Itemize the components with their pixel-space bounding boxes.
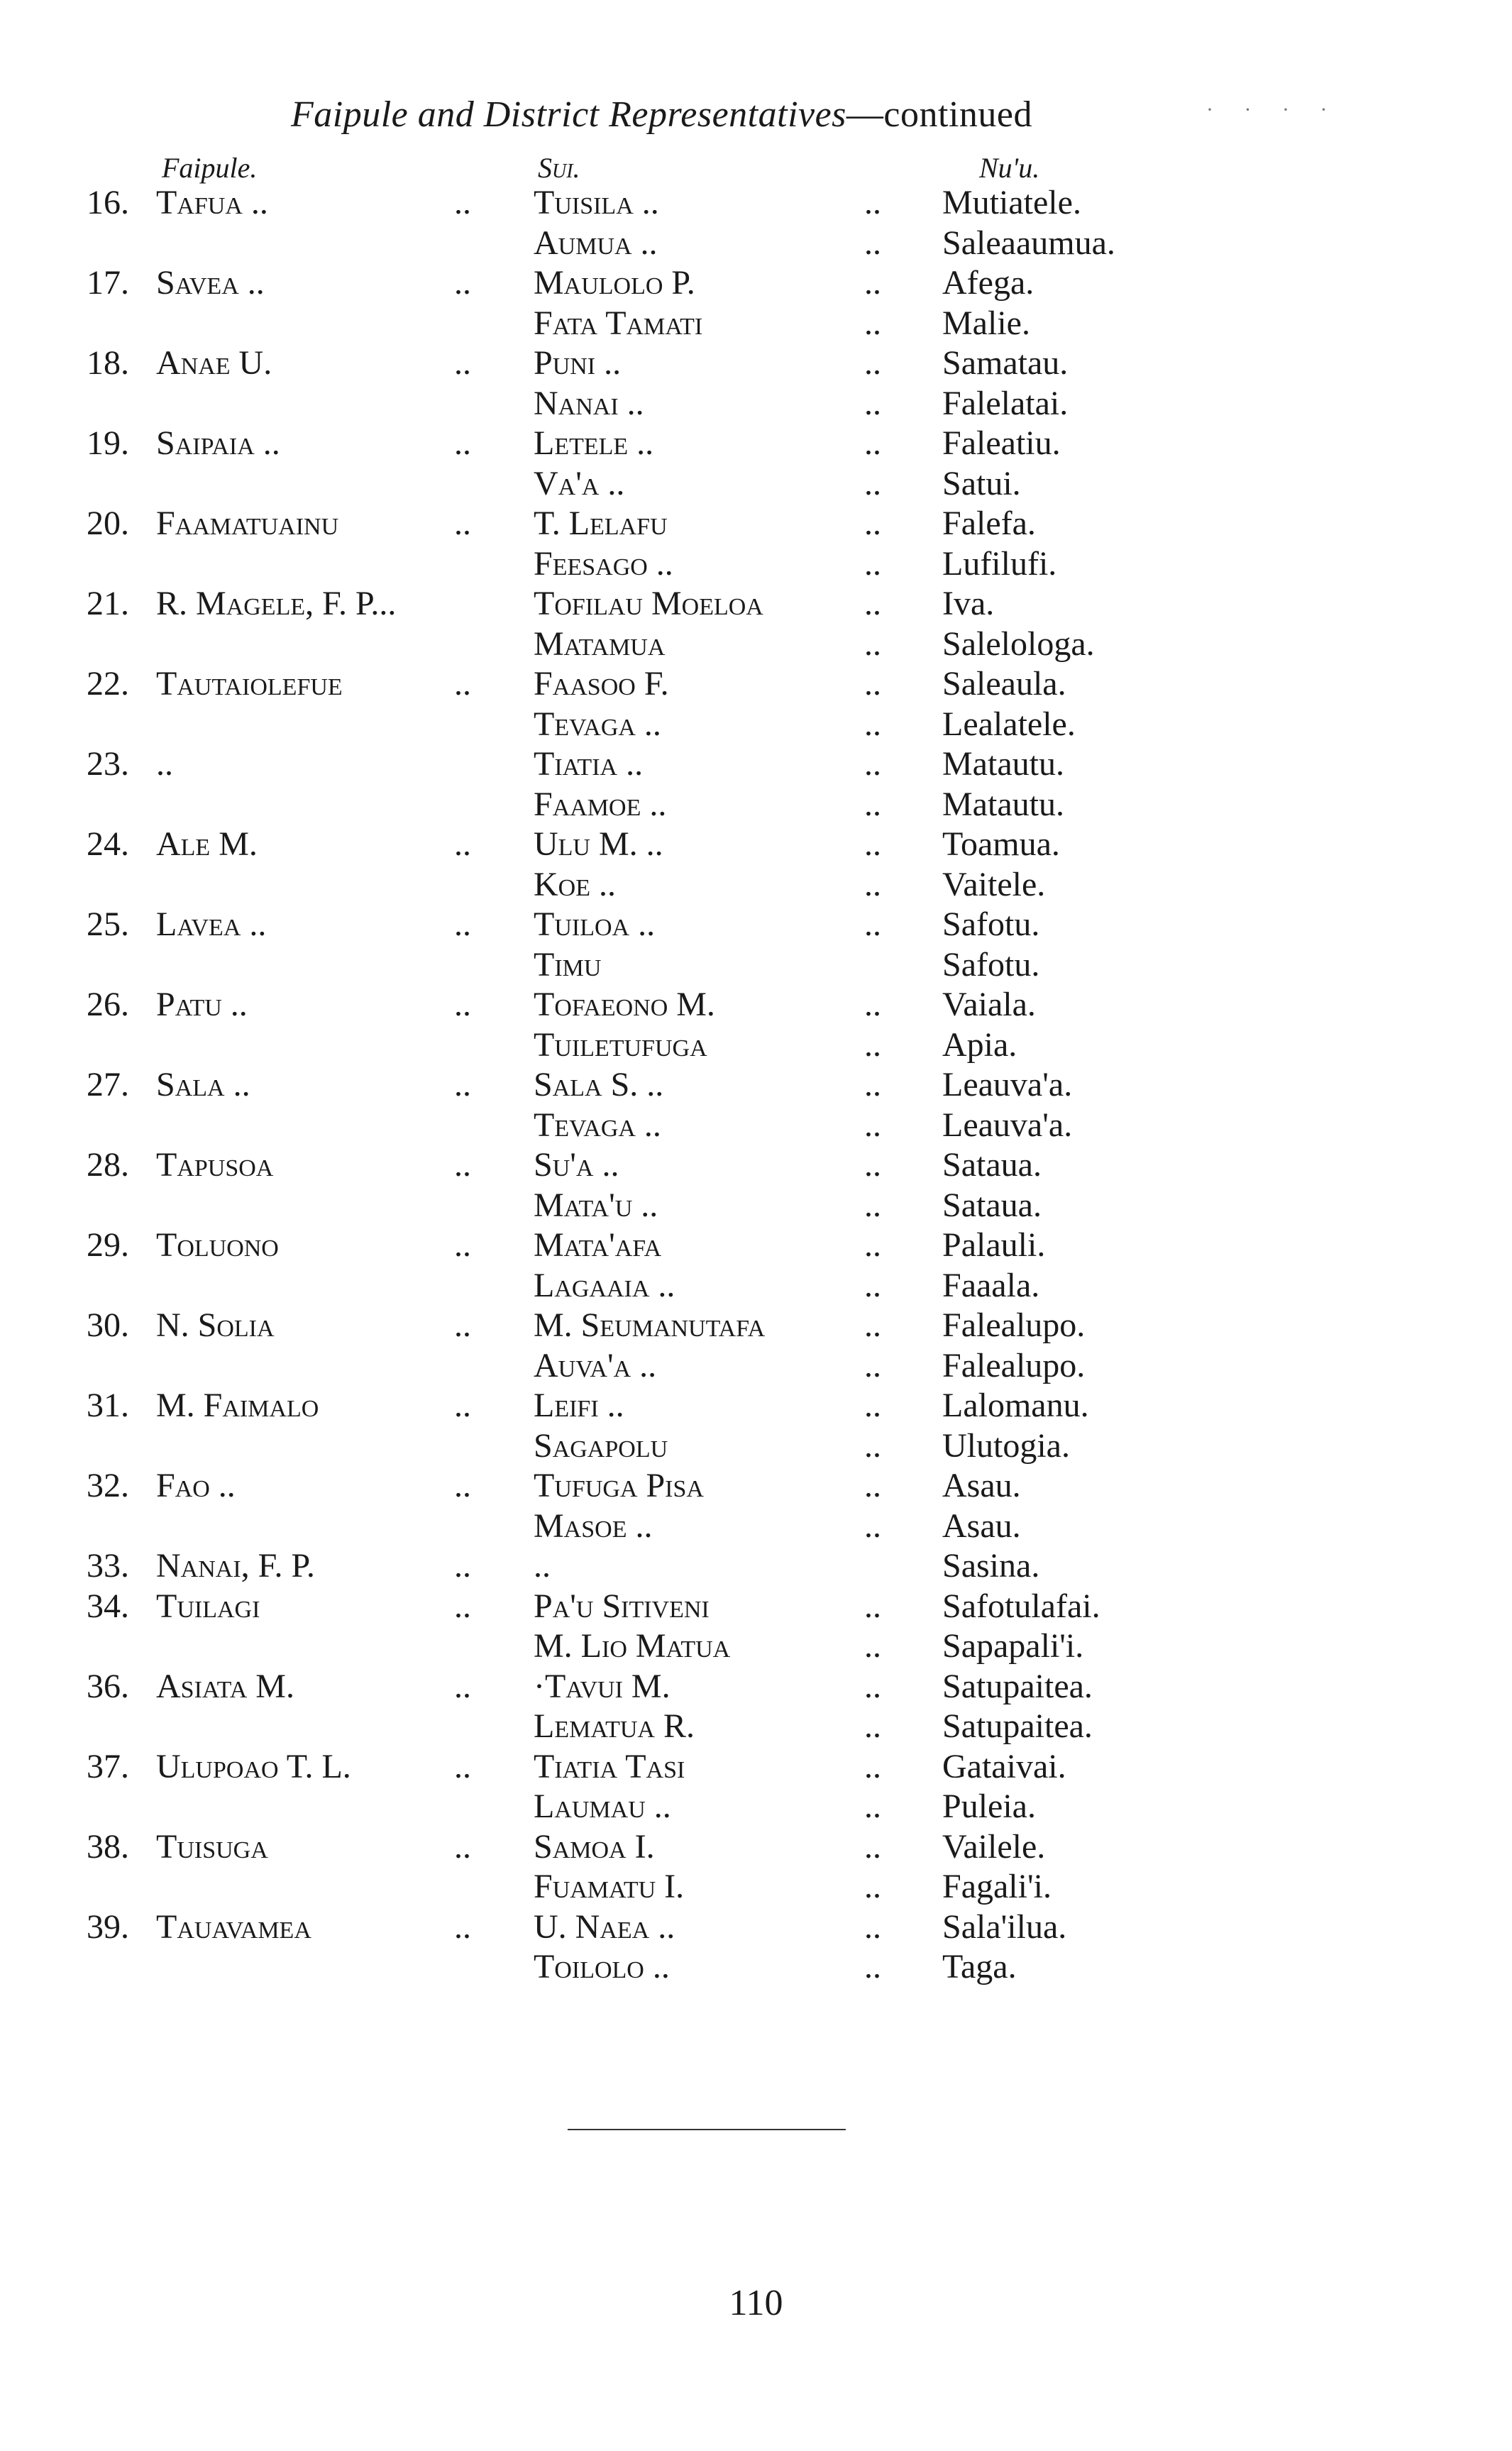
village-name: Satui. (942, 464, 1021, 502)
sui-name: Samoa I. (534, 1827, 655, 1866)
table-row (0, 544, 1512, 585)
leader-dots: .. (864, 986, 881, 1023)
closing-rule (568, 2129, 846, 2130)
sui-name: Aumua .. (534, 224, 658, 262)
faipule-name: Lavea .. (156, 905, 267, 943)
sui-name: Letele .. (534, 424, 654, 462)
leader-dots: .. (864, 464, 881, 502)
faipule-name: Tapusoa (156, 1146, 274, 1184)
table-row (0, 1145, 1512, 1186)
village-name: Mutiatele. (942, 184, 1081, 221)
village-name: Faaala. (942, 1266, 1040, 1304)
table-row (0, 464, 1512, 505)
village-name: Puleia. (942, 1788, 1036, 1825)
table-row (0, 304, 1512, 344)
village-name: Salelologa. (942, 624, 1095, 663)
village-name: Falealupo. (942, 1346, 1086, 1384)
village-name: Samatau. (942, 344, 1069, 382)
village-name: Satupaitea. (942, 1707, 1093, 1745)
table-row (0, 1386, 1512, 1426)
leader-dots: .. (864, 1627, 881, 1665)
row-number: 26. (87, 986, 129, 1023)
leader-dots: .. (454, 1587, 471, 1625)
table-row (0, 1827, 1512, 1868)
village-name: Vailele. (942, 1827, 1046, 1866)
sui-name: U. Naea .. (534, 1907, 675, 1946)
village-name: Lealatele. (942, 705, 1076, 743)
leader-dots: .. (454, 1667, 471, 1705)
column-header-sui: Sui. (538, 152, 580, 184)
table-row (0, 584, 1512, 624)
table-row (0, 985, 1512, 1025)
sui-name: Lematua R. (534, 1707, 695, 1745)
table-row (0, 504, 1512, 544)
table-row (0, 1266, 1512, 1306)
row-number: 20. (87, 505, 129, 542)
leader-dots: .. (864, 1827, 881, 1866)
leader-dots: .. (454, 264, 471, 302)
leader-dots: .. (454, 665, 471, 703)
table-row (0, 1867, 1512, 1907)
sui-name: Auva'a .. (534, 1346, 657, 1384)
leader-dots: .. (454, 424, 471, 462)
village-name: Sataua. (942, 1186, 1042, 1224)
table-row (0, 1947, 1512, 1988)
row-number: 16. (87, 184, 129, 221)
table-row (0, 1306, 1512, 1346)
leader-dots: .. (864, 1907, 881, 1946)
leader-dots: .. (864, 1426, 881, 1465)
leader-dots: .. (454, 344, 471, 382)
village-name: Gataivai. (942, 1747, 1066, 1785)
title-continued: —continued (846, 94, 1032, 135)
faipule-name: Tafua .. (156, 184, 268, 221)
sui-name: Va'a .. (534, 464, 625, 502)
village-name: Iva. (942, 585, 995, 622)
row-number: 25. (87, 905, 129, 943)
sui-name: Tiatia .. (534, 745, 644, 783)
faipule-name: Saipaia .. (156, 424, 280, 462)
leader-dots: .. (864, 905, 881, 943)
table-row (0, 424, 1512, 464)
sui-name: Feesago .. (534, 544, 673, 583)
row-number: 23. (87, 745, 129, 783)
table-row (0, 624, 1512, 665)
village-name: Saleaula. (942, 665, 1066, 703)
village-name: Sasina. (942, 1547, 1040, 1585)
table-row (0, 825, 1512, 865)
leader-dots: .. (454, 184, 471, 221)
leader-dots: .. (864, 1066, 881, 1103)
sui-name: T. Lelafu (534, 505, 668, 542)
sui-name: Nanai .. (534, 384, 644, 422)
representatives-table (0, 183, 1512, 1988)
leader-dots: .. (454, 1226, 471, 1264)
village-name: Falefa. (942, 505, 1036, 542)
table-row (0, 263, 1512, 304)
table-row (0, 1546, 1512, 1587)
leader-dots: .. (864, 544, 881, 583)
leader-dots: .. (454, 1827, 471, 1866)
leader-dots: .. (864, 585, 881, 622)
faipule-name: Tauavamea (156, 1907, 311, 1946)
village-name: Leauva'a. (942, 1066, 1073, 1103)
village-name: Safotulafai. (942, 1587, 1100, 1625)
leader-dots: .. (864, 344, 881, 382)
faipule-name: R. Magele, F. P... (156, 585, 397, 622)
column-header-nuu: Nu'u. (979, 152, 1040, 184)
village-name: Ulutogia. (942, 1426, 1070, 1465)
village-name: Matautu. (942, 785, 1064, 823)
sui-name: Koe .. (534, 865, 616, 903)
row-number: 30. (87, 1306, 129, 1344)
sui-name: M. Lio Matua (534, 1627, 731, 1665)
faipule-name: Anae U. (156, 344, 272, 382)
leader-dots: .. (864, 665, 881, 703)
table-row (0, 1747, 1512, 1788)
table-row (0, 1426, 1512, 1467)
faipule-name: Ulupoao T. L. (156, 1747, 351, 1785)
page-number: 110 (729, 2283, 783, 2323)
leader-dots: .. (864, 1106, 881, 1144)
faipule-name: Savea .. (156, 264, 265, 302)
faipule-name: Fao .. (156, 1467, 236, 1504)
sui-name: Ulu M. .. (534, 825, 663, 863)
leader-dots: .. (454, 505, 471, 542)
leader-dots: .. (454, 986, 471, 1023)
village-name: Asau. (942, 1507, 1021, 1545)
row-number: 27. (87, 1066, 129, 1103)
faipule-name: Patu .. (156, 986, 248, 1023)
column-header-faipule: Faipule. (162, 152, 258, 184)
village-name: Malie. (942, 304, 1030, 342)
sui-name: M. Seumanutafa (534, 1306, 766, 1344)
leader-dots: .. (454, 1747, 471, 1785)
village-name: Palauli. (942, 1226, 1046, 1264)
leader-dots: .. (864, 865, 881, 903)
leader-dots: .. (864, 224, 881, 262)
faipule-name: Toluono (156, 1226, 279, 1264)
faipule-name: N. Solia (156, 1306, 275, 1344)
leader-dots: .. (454, 1467, 471, 1504)
leader-dots: .. (864, 1587, 881, 1625)
sui-name: Tuiloa .. (534, 905, 656, 943)
sui-name: Faasoo F. (534, 665, 669, 703)
leader-dots: .. (864, 1507, 881, 1545)
table-row (0, 1626, 1512, 1667)
sui-name: Tuiletufuga (534, 1025, 707, 1064)
sui-name: Tevaga .. (534, 705, 661, 743)
row-number: 19. (87, 424, 129, 462)
page-title (291, 94, 1032, 136)
leader-dots: .. (864, 384, 881, 422)
leader-dots: .. (454, 1907, 471, 1946)
village-name: Taga. (942, 1948, 1017, 1985)
faipule-name: Asiata M. (156, 1667, 294, 1705)
table-row (0, 1787, 1512, 1827)
sui-name: Maulolo P. (534, 264, 695, 302)
leader-dots: .. (864, 1266, 881, 1304)
leader-dots: .. (864, 184, 881, 221)
table-row (0, 1707, 1512, 1747)
row-number: 24. (87, 825, 129, 863)
leader-dots: .. (864, 1667, 881, 1705)
leader-dots: .. (864, 1747, 881, 1785)
table-row (0, 224, 1512, 264)
leader-dots: .. (864, 1186, 881, 1224)
sui-name: Toilolo .. (534, 1948, 670, 1985)
sui-name: Mata'afa (534, 1226, 662, 1264)
village-name: Apia. (942, 1025, 1017, 1064)
row-number: 21. (87, 585, 129, 622)
village-name: Asau. (942, 1467, 1021, 1504)
leader-dots: .. (864, 1025, 881, 1064)
faipule-name: M. Faimalo (156, 1387, 319, 1424)
leader-dots: .. (864, 1467, 881, 1504)
leader-dots: .. (454, 905, 471, 943)
table-row (0, 945, 1512, 986)
sui-name: Fuamatu I. (534, 1868, 685, 1905)
row-number: 18. (87, 344, 129, 382)
table-row (0, 1587, 1512, 1627)
leader-dots: .. (864, 745, 881, 783)
leader-dots: .. (864, 304, 881, 342)
table-row (0, 1065, 1512, 1106)
village-name: Safotu. (942, 945, 1040, 984)
table-row (0, 1466, 1512, 1507)
table-row (0, 1507, 1512, 1547)
village-name: Fagali'i. (942, 1868, 1052, 1905)
leader-dots: .. (864, 1146, 881, 1184)
sui-name: Faamoe .. (534, 785, 667, 823)
faipule-name: Tuilagi (156, 1587, 260, 1625)
leader-dots: .. (864, 1226, 881, 1264)
leader-dots: .. (864, 1948, 881, 1985)
village-name: Saleaaumua. (942, 224, 1115, 262)
leader-dots: .. (864, 1868, 881, 1905)
village-name: Sala'ilua. (942, 1907, 1067, 1946)
sui-name: Matamua (534, 624, 666, 663)
leader-dots: .. (864, 505, 881, 542)
table-row (0, 664, 1512, 705)
sui-name: Tofilau Moeloa (534, 585, 763, 622)
table-row (0, 785, 1512, 825)
sui-name: Laumau .. (534, 1788, 671, 1825)
table-row (0, 905, 1512, 945)
village-name: Vaitele. (942, 865, 1046, 903)
leader-dots: .. (454, 1146, 471, 1184)
corner-marks: · · · · (1206, 98, 1340, 121)
sui-name: Puni .. (534, 344, 622, 382)
leader-dots: .. (864, 1306, 881, 1344)
faipule-name: Tuisuga (156, 1827, 268, 1866)
table-row (0, 1025, 1512, 1066)
table-row (0, 384, 1512, 424)
row-number: 22. (87, 665, 129, 703)
sui-name: ·Tavui M. (534, 1667, 671, 1705)
village-name: Lalomanu. (942, 1387, 1089, 1424)
village-name: Falealupo. (942, 1306, 1086, 1344)
sui-name: Mata'u .. (534, 1186, 658, 1224)
table-row (0, 1226, 1512, 1266)
sui-name: Fata Tamati (534, 304, 703, 342)
table-row (0, 343, 1512, 384)
sui-name: Tiatia Tasi (534, 1747, 685, 1785)
leader-dots: .. (864, 1707, 881, 1745)
table-row (0, 1907, 1512, 1948)
sui-name: Tofaeono M. (534, 986, 715, 1023)
row-number: 29. (87, 1226, 129, 1264)
village-name: Falelatai. (942, 384, 1069, 422)
row-number: 36. (87, 1667, 129, 1705)
row-number: 17. (87, 264, 129, 302)
faipule-name: Faamatuainu (156, 505, 339, 542)
leader-dots: .. (864, 705, 881, 743)
village-name: Sapapali'i. (942, 1627, 1084, 1665)
leader-dots: .. (864, 1346, 881, 1384)
table-row (0, 744, 1512, 785)
row-number: 34. (87, 1587, 129, 1625)
row-number: 38. (87, 1827, 129, 1866)
leader-dots: .. (864, 785, 881, 823)
row-number: 37. (87, 1747, 129, 1785)
sui-name: Lagaaia .. (534, 1266, 675, 1304)
table-row (0, 1346, 1512, 1387)
row-number: 33. (87, 1547, 129, 1585)
sui-name: .. (534, 1547, 551, 1585)
village-name: Matautu. (942, 745, 1064, 783)
leader-dots: .. (454, 1387, 471, 1424)
sui-name: Timu (534, 945, 602, 984)
sui-name: Pa'u Sitiveni (534, 1587, 710, 1625)
sui-name: Su'a .. (534, 1146, 619, 1184)
faipule-name: Sala .. (156, 1066, 250, 1103)
leader-dots: .. (454, 1066, 471, 1103)
sui-name: Masoe .. (534, 1507, 653, 1545)
leader-dots: .. (864, 264, 881, 302)
row-number: 28. (87, 1146, 129, 1184)
village-name: Sataua. (942, 1146, 1042, 1184)
faipule-name: Tautaiolefue (156, 665, 343, 703)
sui-name: Sala S. .. (534, 1066, 664, 1103)
faipule-name: .. (156, 745, 173, 783)
faipule-name: Nanai, F. P. (156, 1547, 315, 1585)
leader-dots: .. (864, 424, 881, 462)
table-row (0, 705, 1512, 745)
sui-name: Tuisila .. (534, 184, 659, 221)
leader-dots: .. (454, 1306, 471, 1344)
table-row (0, 1186, 1512, 1226)
table-row (0, 865, 1512, 905)
village-name: Faleatiu. (942, 424, 1061, 462)
table-row (0, 183, 1512, 224)
leader-dots: .. (864, 624, 881, 663)
leader-dots: .. (864, 1387, 881, 1424)
row-number: 39. (87, 1907, 129, 1946)
title-italic: Faipule and District Representatives (291, 94, 846, 135)
sui-name: Tevaga .. (534, 1106, 661, 1144)
row-number: 32. (87, 1467, 129, 1504)
sui-name: Tufuga Pisa (534, 1467, 704, 1504)
village-name: Vaiala. (942, 986, 1036, 1023)
village-name: Lufilufi. (942, 544, 1057, 583)
village-name: Leauva'a. (942, 1106, 1073, 1144)
row-number: 31. (87, 1387, 129, 1424)
table-row (0, 1667, 1512, 1707)
leader-dots: .. (864, 825, 881, 863)
leader-dots: .. (864, 1788, 881, 1825)
village-name: Afega. (942, 264, 1034, 302)
leader-dots: .. (454, 1547, 471, 1585)
faipule-name: Ale M. (156, 825, 258, 863)
leader-dots: .. (454, 825, 471, 863)
sui-name: Sagapolu (534, 1426, 668, 1465)
village-name: Satupaitea. (942, 1667, 1093, 1705)
table-row (0, 1106, 1512, 1146)
village-name: Toamua. (942, 825, 1060, 863)
sui-name: Leifi .. (534, 1387, 624, 1424)
village-name: Safotu. (942, 905, 1040, 943)
